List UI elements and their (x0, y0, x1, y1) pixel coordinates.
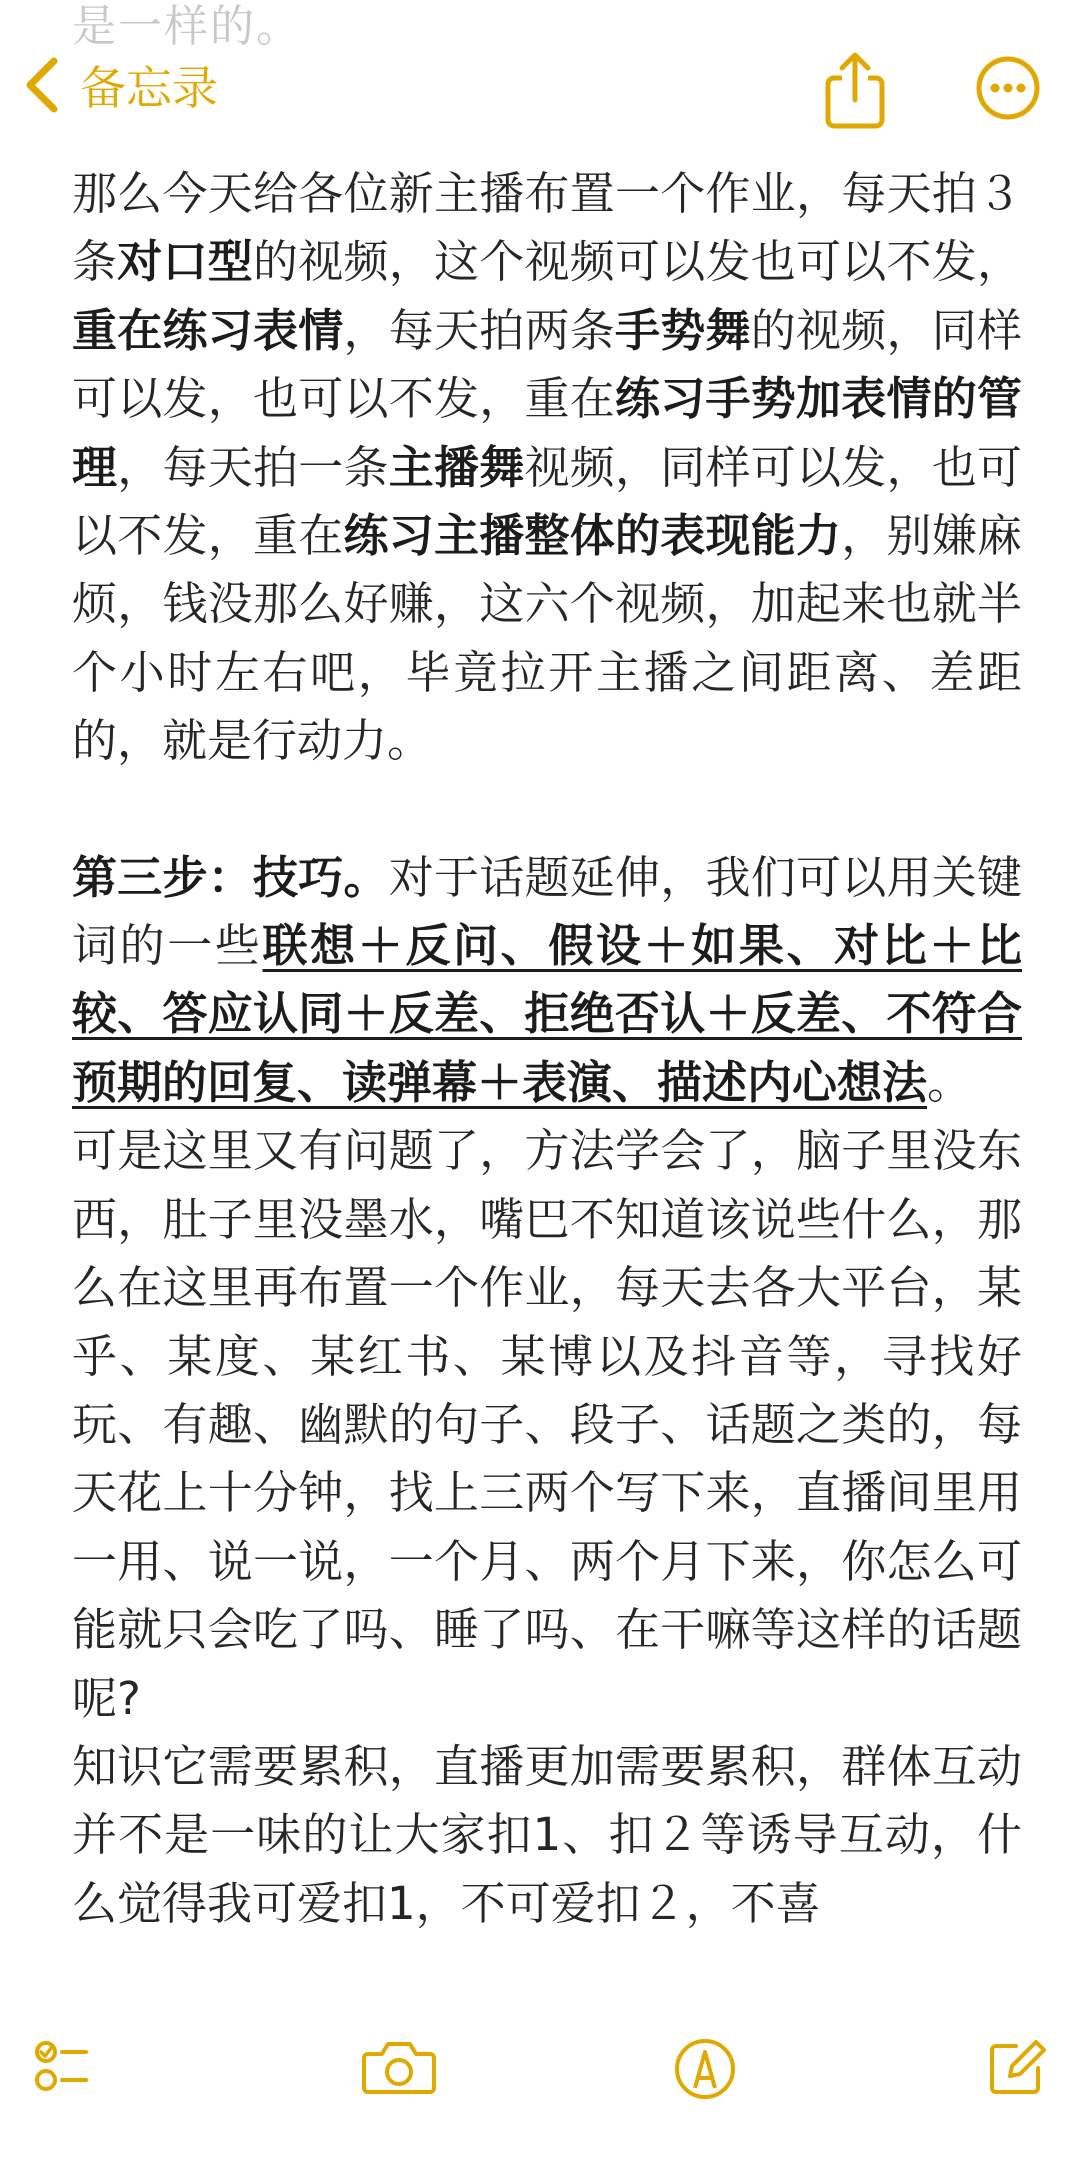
note-paragraph-accumulation: 知识它需要累积，直播更加需要累积，群体互动并不是一味的让大家扣1、扣２等诱导互动，什么觉得我可爱扣1，不可爱扣２，不喜 (72, 1739, 1022, 1930)
text-run: 对于话题延伸，我们可以用关键词的一些 (72, 850, 1022, 973)
bold-run: 练习手势加表情的管理 (72, 372, 1022, 494)
bold-run: 对口型 (117, 235, 253, 289)
text-run: 的视频，同样可以发，也可以不发，重在 (72, 303, 1022, 426)
text-run: ，每天拍两条 (343, 303, 615, 357)
chevron-left-icon (22, 55, 62, 115)
camera-icon[interactable] (362, 2038, 436, 2096)
back-label: 备忘录 (80, 61, 218, 115)
section-heading: 第三步：技巧。 (72, 850, 389, 904)
bottom-toolbar (0, 2000, 1080, 2173)
bold-run: 重在练习表情 (72, 303, 344, 357)
back-button[interactable] (22, 52, 218, 118)
checklist-icon[interactable] (34, 2038, 90, 2094)
text-run: 的视频，这个视频可以发也可以不发， (253, 235, 1022, 289)
underlined-bold-run: 联想＋反问、假设＋如果、对比＋比较、答应认同＋反差、拒绝否认＋反差、不符合预期的回复、读弹幕＋表演、描述内心想法 (72, 919, 1022, 1109)
note-paragraph-homework (72, 160, 1022, 776)
bold-run: 练习主播整体的表现能力 (343, 509, 842, 563)
scrolled-text-peek: 是一样的。 (72, 1, 302, 52)
compose-icon[interactable] (986, 2038, 1046, 2098)
markup-pen-icon[interactable] (674, 2038, 736, 2100)
text-run: 那么今天给各位新主播布置一个作业，每天拍３条 (72, 167, 1022, 289)
blank-line (72, 776, 1022, 844)
text-run: 视频，同样可以发，也可以不发，重在 (72, 440, 1022, 563)
navigation-bar (0, 0, 1080, 165)
share-icon[interactable] (820, 50, 890, 130)
bold-run: 手势舞 (614, 303, 751, 357)
note-paragraph-step-three (72, 844, 1022, 1118)
text-run: 。 (927, 1055, 973, 1109)
bold-run: 主播舞 (388, 440, 525, 494)
text-run: ，每天拍一条 (117, 440, 389, 494)
ellipsis-circle-icon[interactable] (975, 55, 1041, 121)
text-run: ，别嫌麻烦，钱没那么好赚，这六个视频，加起来也就半个小时左右吧，毕竟拉开主播之间距离、差距的，就是行动力。 (72, 509, 1022, 768)
note-paragraph-materials: 可是这里又有问题了，方法学会了，脑子里没东西，肚子里没墨水，嘴巴不知道该说些什么，那么在这里再布置一个作业，每天去各大平台，某乎、某度、某红书、某博以及抖音等，寻找好玩、有趣、幽默的句子、段子、话题之类的，每天花上十分钟，找上三两个写下来，直播间里用一用、说一说，一个月、两个月下来，你怎么可能就只会吃了吗、睡了吗、在干嘛等这样的话题呢? (72, 1124, 1022, 1725)
note-body[interactable] (72, 160, 1022, 1938)
